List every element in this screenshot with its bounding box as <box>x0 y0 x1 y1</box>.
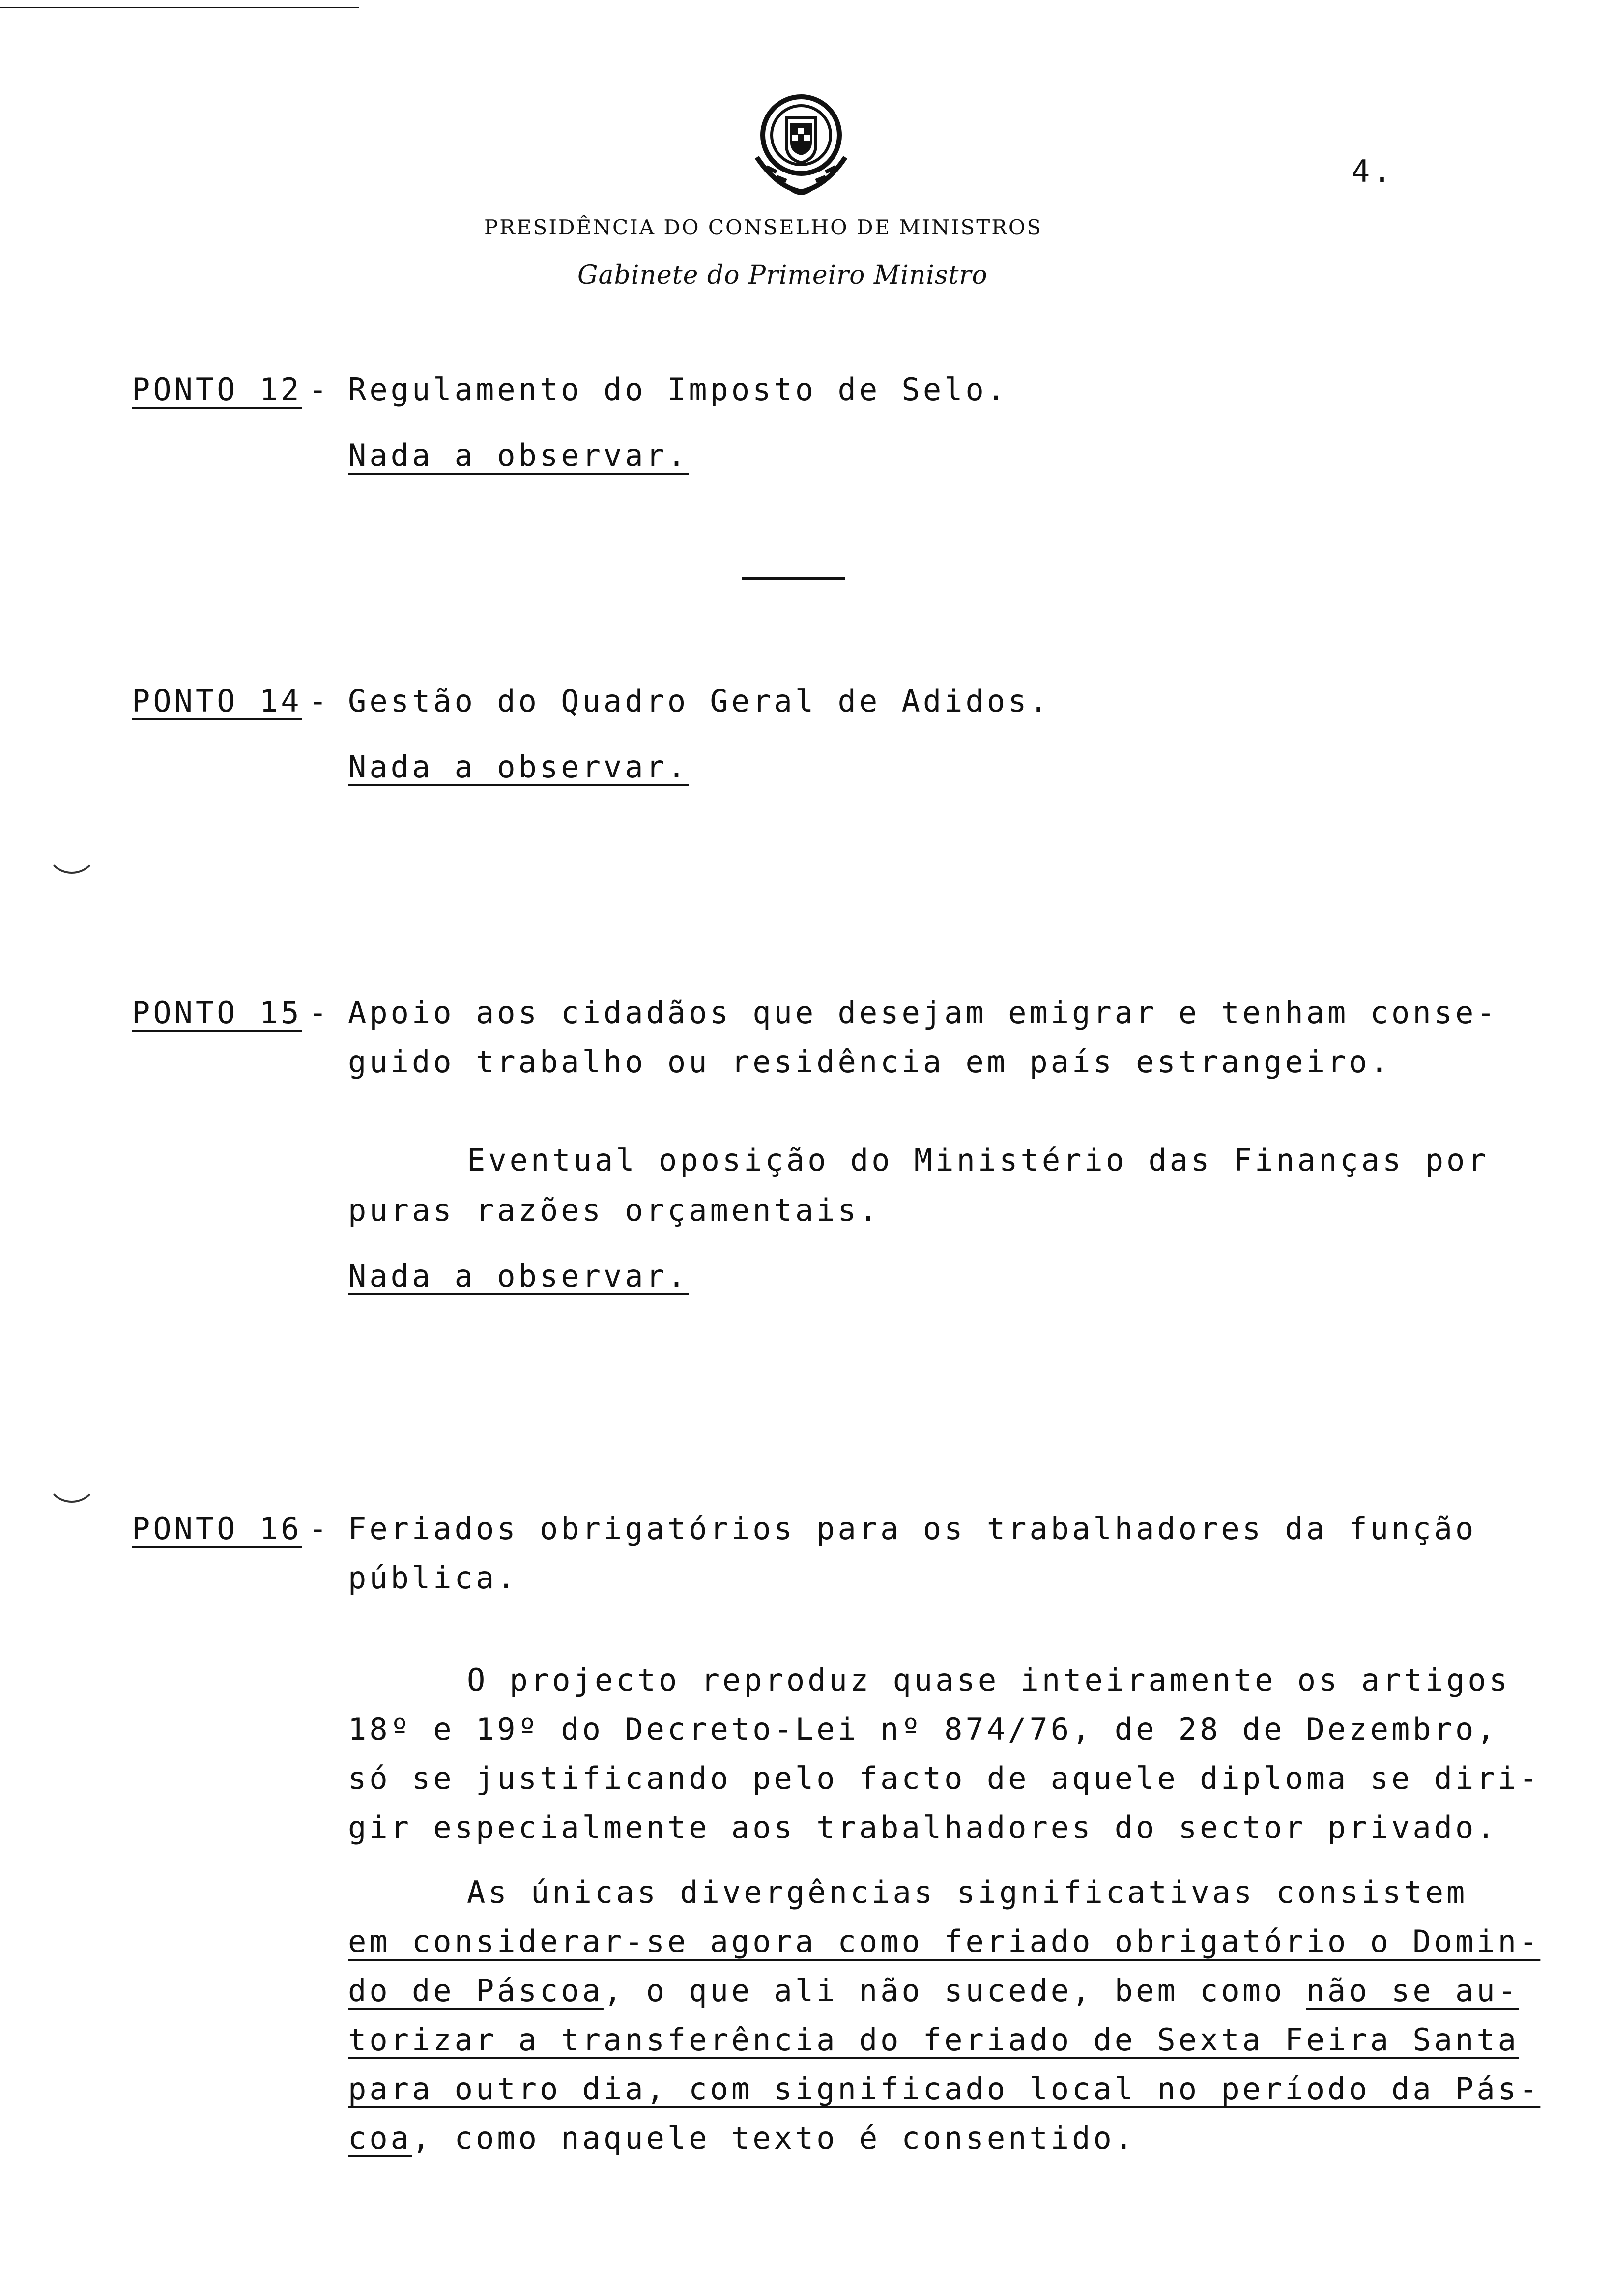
item-note: Nada a observar. <box>348 437 689 473</box>
paragraph-line <box>348 2120 1136 2156</box>
item-dash: - <box>309 995 330 1031</box>
paragraph-line: só se justificando pelo facto de aquele diploma se diri- <box>348 1760 1541 1796</box>
underlined-phrase: coa <box>348 2120 412 2156</box>
scan-edge-line <box>0 7 359 8</box>
underlined-line: torizar a transferência do feriado de Sexta Feira Santa <box>348 2022 1519 2058</box>
item-dash: - <box>309 683 330 719</box>
paragraph-line: O projecto reproduz quase inteiramente os artigos <box>467 1662 1511 1698</box>
paragraph-line: 18º e 19º do Decreto-Lei nº 874/76, de 28 de Dezembro, <box>348 1711 1498 1747</box>
paragraph-line: Eventual oposição do Ministério das Finanças por <box>467 1142 1489 1178</box>
underlined-line: para outro dia, com significado local no período da Pás- <box>348 2071 1541 2107</box>
item-title-line: guido trabalho ou residência em país estrangeiro. <box>348 1044 1392 1080</box>
item-label: PONTO 14 <box>132 683 302 719</box>
section-separator <box>742 577 845 580</box>
item-title: Gestão do Quadro Geral de Adidos. <box>348 683 1051 719</box>
plain-phrase: , como naquele texto é consentido. <box>411 2120 1136 2156</box>
header-subtitle: Gabinete do Primeiro Ministro <box>577 260 988 290</box>
punch-hole-mark <box>45 845 98 874</box>
item-title-line: pública. <box>348 1560 518 1596</box>
coat-of-arms-icon <box>737 84 865 201</box>
item-title-line: Apoio aos cidadãos que desejam emigrar e tenham conse- <box>348 995 1498 1031</box>
item-dash: - <box>309 1511 330 1547</box>
item-title-line: Feriados obrigatórios para os trabalhadores da função <box>348 1511 1477 1547</box>
header-title: PRESIDÊNCIA DO CONSELHO DE MINISTROS <box>484 215 1043 239</box>
item-label: PONTO 15 <box>132 995 302 1031</box>
underlined-phrase: do de Páscoa <box>348 1973 604 2009</box>
item-title: Regulamento do Imposto de Selo. <box>348 372 1008 407</box>
paragraph-line: puras razões orçamentais. <box>348 1192 881 1228</box>
plain-phrase: , o que ali não sucede, bem como <box>603 1973 1306 2009</box>
paragraph-line <box>348 1973 1520 2009</box>
item-note: Nada a observar. <box>348 749 689 785</box>
paragraph-line: As únicas divergências significativas consistem <box>467 1874 1468 1910</box>
punch-hole-mark <box>45 1474 98 1503</box>
item-note: Nada a observar. <box>348 1258 689 1294</box>
underlined-phrase: não se au- <box>1306 1973 1520 2009</box>
underlined-line: em considerar-se agora como feriado obrigatório o Domin- <box>348 1923 1541 1959</box>
item-label: PONTO 16 <box>132 1511 302 1547</box>
item-dash: - <box>309 372 330 407</box>
item-label: PONTO 12 <box>132 372 302 407</box>
page-number: 4. <box>1352 153 1394 189</box>
paragraph-line: gir especialmente aos trabalhadores do sector privado. <box>348 1809 1498 1845</box>
